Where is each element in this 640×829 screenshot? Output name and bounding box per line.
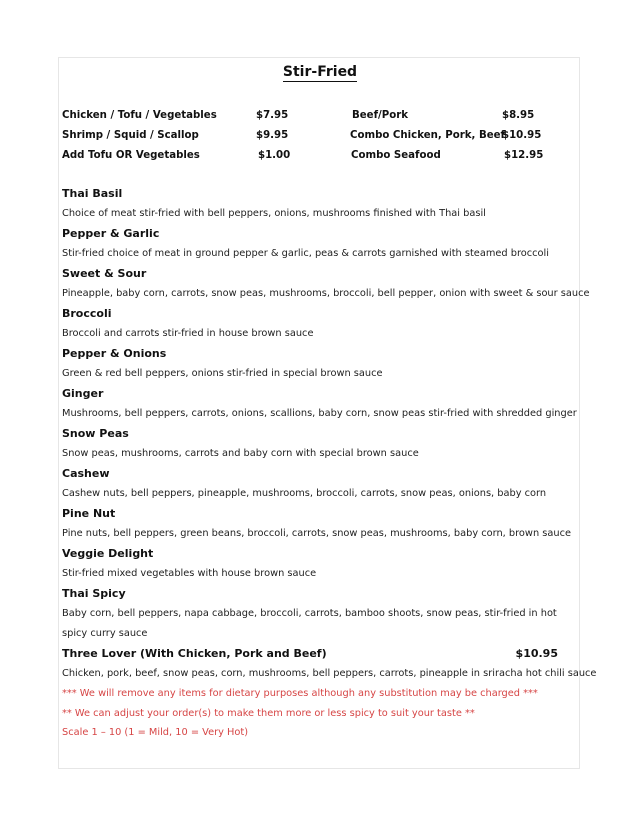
- price-value: $10.95: [502, 130, 542, 141]
- price-value: $1.00: [258, 150, 291, 161]
- item-desc: Stir-fried mixed vegetables with house brown sauce: [62, 568, 317, 579]
- spicy-scale-note: Scale 1 – 10 (1 = Mild, 10 = Very Hot): [62, 727, 249, 738]
- three-lover-price: $10.95: [515, 647, 558, 660]
- item-desc: Mushrooms, bell peppers, carrots, onions, scallions, baby corn, snow peas stir-fried with shredded ginger: [62, 408, 577, 419]
- item-name: [62, 644, 582, 664]
- price-label: Combo Chicken, Pork, Beef: [350, 130, 505, 141]
- item-desc: Choice of meat stir-fried with bell peppers, onions, mushrooms finished with Thai basil: [62, 208, 486, 219]
- item-desc: Broccoli and carrots stir-fried in house brown sauce: [62, 328, 314, 339]
- price-label: Shrimp / Squid / Scallop: [62, 130, 199, 141]
- spicy-note: ** We can adjust your order(s) to make them more or less spicy to suit your taste **: [62, 707, 475, 719]
- item-desc: Cashew nuts, bell peppers, pineapple, mushrooms, broccoli, carrots, snow peas, onions, baby corn: [62, 488, 547, 499]
- item-desc: Chicken, pork, beef, snow peas, corn, mushrooms, bell peppers, carrots, pineapple in sriracha hot chili sauce: [62, 668, 597, 679]
- price-value: $8.95: [502, 110, 535, 121]
- price-label: Add Tofu OR Vegetables: [62, 150, 200, 161]
- item-desc: Snow peas, mushrooms, carrots and baby corn with special brown sauce: [62, 448, 419, 459]
- item-name: Veggie Delight: [62, 547, 154, 560]
- item-name: Broccoli: [62, 307, 112, 320]
- item-name: Thai Basil: [62, 187, 123, 200]
- item-desc: Green & red bell peppers, onions stir-fried in special brown sauce: [62, 368, 383, 379]
- item-name: Pepper & Garlic: [62, 227, 160, 240]
- item-name: Thai Spicy: [62, 587, 126, 600]
- item-name: Pepper & Onions: [62, 347, 167, 360]
- price-value: $12.95: [504, 150, 544, 161]
- item-name: Cashew: [62, 467, 110, 480]
- price-label: Beef/Pork: [352, 110, 409, 121]
- page-title: Stir-Fried: [282, 64, 358, 80]
- item-desc: Pineapple, baby corn, carrots, snow peas, mushrooms, broccoli, bell pepper, onion with sweet & sour sauce: [62, 288, 590, 299]
- item-desc: Pine nuts, bell peppers, green beans, broccoli, carrots, snow peas, mushrooms, baby corn, brown sauce: [62, 528, 571, 539]
- price-value: $9.95: [256, 130, 289, 141]
- item-name: Ginger: [62, 387, 104, 400]
- item-desc: Stir-fried choice of meat in ground pepper & garlic, peas & carrots garnished with steamed broccoli: [62, 248, 549, 259]
- item-desc: Baby corn, bell peppers, napa cabbage, broccoli, carrots, bamboo shoots, snow peas, stir-fried in hot spicy curry sauce: [62, 608, 557, 639]
- item-name: Snow Peas: [62, 427, 129, 440]
- dietary-note: *** We will remove any items for dietary purposes although any substitution may be charged ***: [62, 688, 538, 699]
- price-label: Chicken / Tofu / Vegetables: [62, 110, 217, 121]
- price-value: $7.95: [256, 110, 289, 121]
- menu-items: [62, 184, 597, 743]
- item-name: Sweet & Sour: [62, 267, 147, 280]
- three-lover-name: Three Lover (With Chicken, Pork and Beef): [62, 647, 327, 660]
- price-label: Combo Seafood: [351, 150, 441, 161]
- item-name: Pine Nut: [62, 507, 116, 520]
